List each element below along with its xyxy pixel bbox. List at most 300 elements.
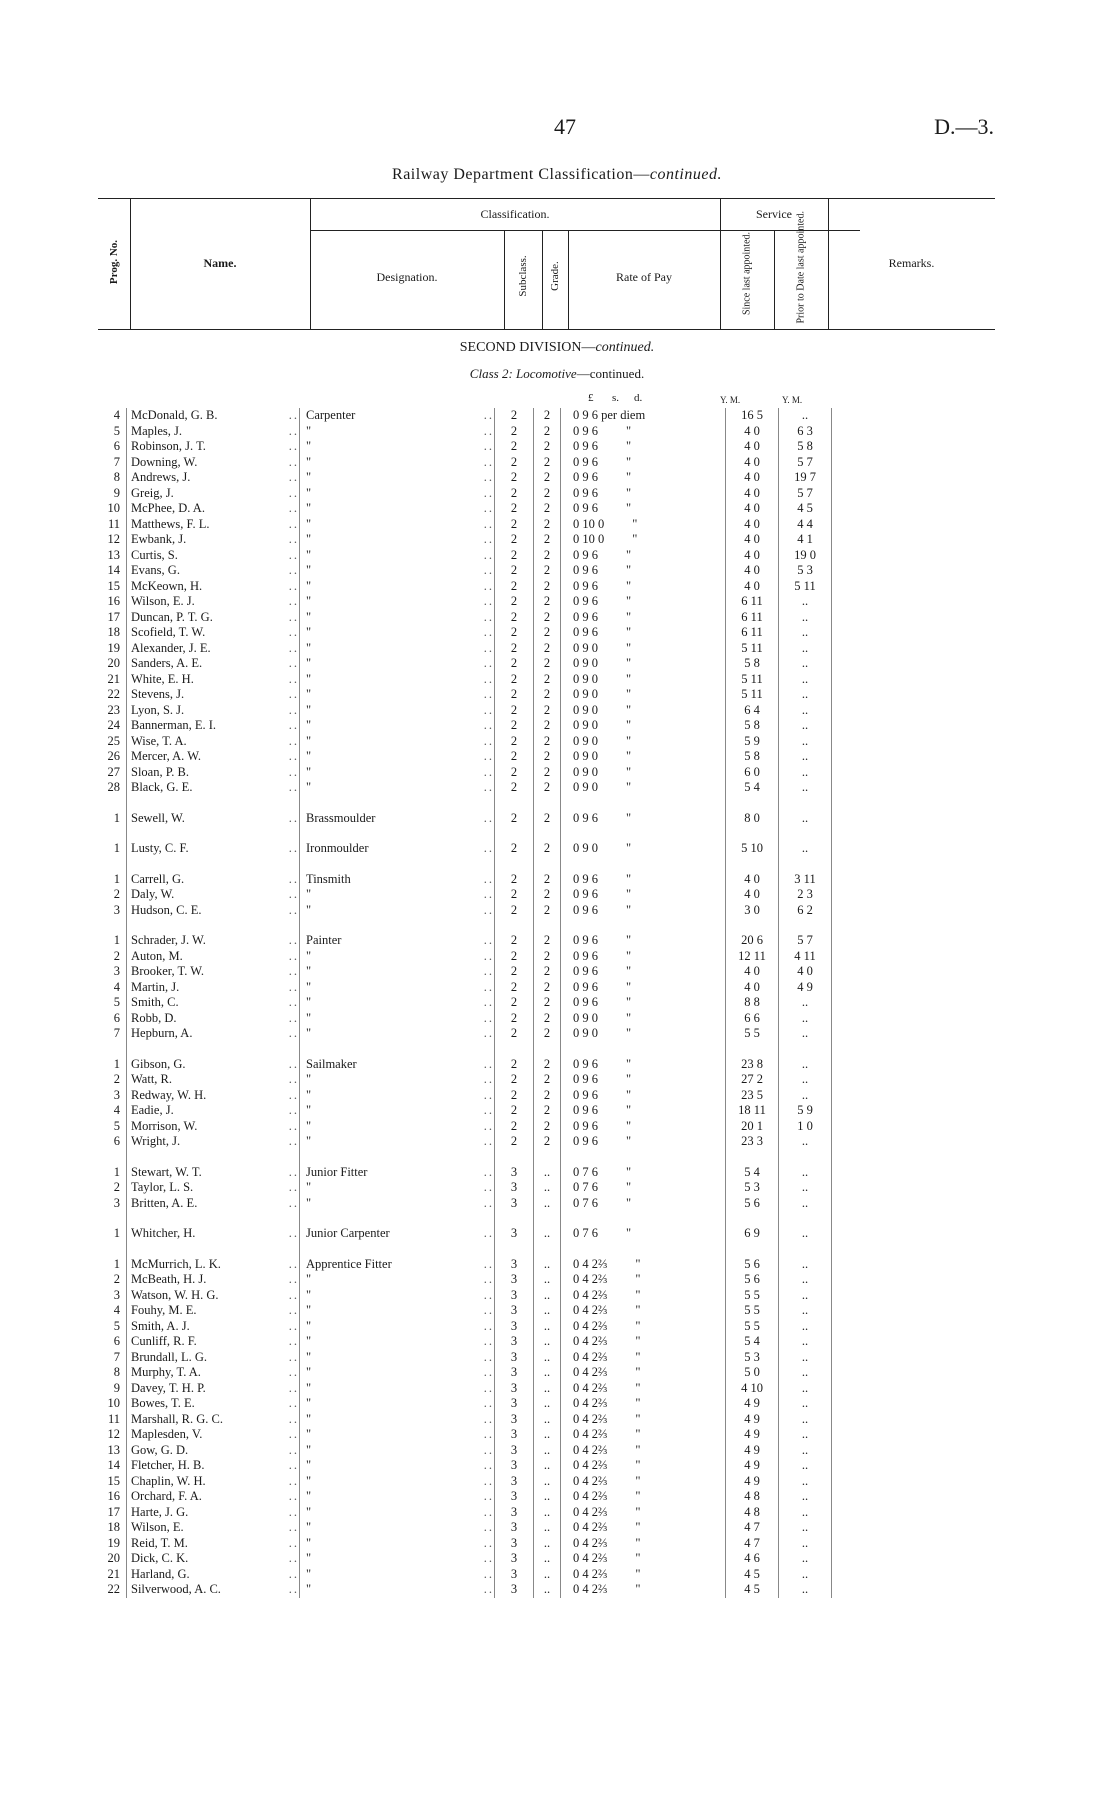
- designation-cell: [300, 734, 495, 750]
- prog-no-text: 2: [113, 948, 120, 963]
- name-text: McPhee, D. A.: [131, 501, 205, 515]
- prog-no-text: 10: [107, 501, 120, 515]
- ditto-mark: ": [626, 1010, 632, 1025]
- group-spacer: [98, 1042, 972, 1057]
- subclass-cell: [495, 470, 534, 486]
- grade-cell: [534, 563, 561, 579]
- prog-no-cell: [98, 1226, 127, 1242]
- grade-text: 2: [543, 532, 551, 546]
- since-text: 20 1: [741, 1118, 763, 1133]
- prior-text: ..: [801, 1087, 809, 1102]
- grade-text: ..: [543, 1334, 551, 1348]
- ditto-mark: ": [635, 1256, 641, 1271]
- designation-cell: [300, 470, 495, 486]
- unit-prior-ym: Y. M.: [782, 395, 803, 405]
- grade-text: 2: [543, 1010, 551, 1025]
- prior-text: ..: [801, 1380, 809, 1395]
- designation-text: Brassmoulder: [306, 810, 376, 825]
- subclass-text: 2: [510, 547, 518, 562]
- prior-text: ..: [801, 609, 809, 624]
- grade-text: ..: [543, 1396, 551, 1410]
- leader-dots: ..: [288, 1582, 299, 1596]
- rate-cell: [561, 1443, 726, 1459]
- prog-no-cell: [98, 1026, 127, 1042]
- designation-cell: [300, 1427, 495, 1443]
- unit-pence: d.: [634, 392, 643, 404]
- prior-text: 1 0: [797, 1118, 813, 1133]
- designation-text: ": [306, 656, 312, 670]
- name-cell: [127, 903, 300, 919]
- name-cell: [127, 1057, 300, 1073]
- remarks-cell: [832, 408, 973, 424]
- name-text: Alexander, J. E.: [131, 640, 211, 655]
- leader-dots: ..: [288, 1118, 299, 1133]
- prior-text: ..: [801, 1551, 809, 1565]
- ditto-mark: ": [635, 1566, 641, 1581]
- prog-no-text: 9: [113, 1380, 120, 1395]
- subclass-cell: [495, 1303, 534, 1319]
- prior-text: ..: [801, 780, 809, 794]
- designation-text: ": [306, 1365, 312, 1379]
- designation-cell: [300, 903, 495, 919]
- designation-text: ": [306, 1303, 312, 1317]
- rate-cell: [561, 408, 726, 424]
- since-text: 5 5: [744, 1303, 760, 1317]
- grade-cell: [534, 1536, 561, 1552]
- since-cell: [726, 579, 779, 595]
- prior-text: 19 0: [794, 547, 816, 562]
- table-row: [98, 887, 972, 903]
- table-row: [98, 1551, 972, 1567]
- remarks-cell: [832, 1458, 973, 1474]
- leader-dots: ..: [483, 485, 494, 500]
- leader-dots: ..: [483, 1180, 494, 1194]
- since-text: 5 8: [744, 749, 760, 763]
- header-since-last: Since last appointed.: [741, 231, 753, 316]
- name-text: Mercer, A. W.: [131, 749, 201, 763]
- name-cell: [127, 949, 300, 965]
- since-text: 4 0: [744, 532, 760, 546]
- designation-cell: [300, 1458, 495, 1474]
- prior-text: ..: [801, 764, 809, 779]
- remarks-cell: [832, 594, 973, 610]
- leader-dots: ..: [288, 948, 299, 963]
- prior-text: ..: [801, 1180, 809, 1194]
- grade-cell: [534, 501, 561, 517]
- prior-text: ..: [801, 1396, 809, 1410]
- prior-text: ..: [801, 1520, 809, 1534]
- designation-text: ": [306, 718, 312, 732]
- rate-text: 0 9 6: [573, 871, 598, 886]
- remarks-cell: [832, 470, 973, 486]
- since-text: 4 0: [744, 979, 760, 994]
- name-cell: [127, 718, 300, 734]
- table-row: [98, 1026, 972, 1042]
- prog-no-text: 1: [113, 933, 120, 947]
- since-cell: [726, 765, 779, 781]
- grade-cell: [534, 1319, 561, 1335]
- since-text: 8 8: [744, 995, 760, 1009]
- rate-cell: [561, 749, 726, 765]
- designation-cell: [300, 1257, 495, 1273]
- ditto-mark: ": [626, 547, 632, 562]
- since-cell: [726, 1458, 779, 1474]
- table-row: [98, 672, 972, 688]
- name-text: Brundall, L. G.: [131, 1349, 208, 1364]
- prior-text: 19 7: [794, 470, 816, 484]
- prior-text: ..: [801, 1256, 809, 1271]
- division-text: SECOND DIVISION—: [459, 340, 596, 355]
- designation-text: ": [306, 1473, 312, 1488]
- since-text: 18 11: [738, 1103, 766, 1117]
- rate-cell: [561, 1119, 726, 1135]
- name-cell: [127, 1427, 300, 1443]
- ditto-mark: ": [626, 423, 632, 438]
- ditto-mark: ": [626, 454, 632, 469]
- prior-text: ..: [801, 1427, 809, 1441]
- name-cell: [127, 532, 300, 548]
- prog-no-text: 1: [113, 841, 120, 855]
- rate-cell: [561, 1011, 726, 1027]
- header-classification: Classification.: [480, 207, 550, 221]
- ditto-mark: ": [626, 501, 632, 515]
- leader-dots: ..: [483, 841, 494, 855]
- designation-cell: [300, 563, 495, 579]
- subclass-cell: [495, 501, 534, 517]
- grade-text: 2: [543, 423, 551, 438]
- since-text: 4 9: [744, 1396, 760, 1410]
- rate-text: 0 9 6: [573, 1103, 598, 1117]
- rate-cell: [561, 1365, 726, 1381]
- rate-text: 0 7 6: [573, 1195, 598, 1210]
- since-text: 5 3: [744, 1349, 760, 1364]
- prog-no-cell: [98, 780, 127, 796]
- name-cell: [127, 1489, 300, 1505]
- prog-no-cell: [98, 563, 127, 579]
- table-row: [98, 424, 972, 440]
- prior-cell: [779, 1536, 832, 1552]
- prior-cell: [779, 1427, 832, 1443]
- name-cell: [127, 1350, 300, 1366]
- rate-text: 0 9 6: [573, 887, 598, 901]
- name-text: Lusty, C. F.: [131, 841, 189, 855]
- table-row: [98, 1412, 972, 1428]
- leader-dots: ..: [483, 656, 494, 670]
- subclass-cell: [495, 1011, 534, 1027]
- since-text: 20 6: [741, 933, 763, 947]
- designation-cell: [300, 548, 495, 564]
- group-spacer: [98, 918, 972, 933]
- ditto-mark: ": [626, 563, 632, 577]
- table-row: [98, 1088, 972, 1104]
- remarks-cell: [832, 1505, 973, 1521]
- name-cell: [127, 980, 300, 996]
- name-text: Wright, J.: [131, 1134, 181, 1148]
- prior-cell: [779, 1412, 832, 1428]
- since-cell: [726, 594, 779, 610]
- leader-dots: ..: [483, 1411, 494, 1426]
- name-cell: [127, 1582, 300, 1598]
- subclass-cell: [495, 1474, 534, 1490]
- subclass-text: 3: [510, 1396, 518, 1410]
- subclass-cell: [495, 1551, 534, 1567]
- name-text: Britten, A. E.: [131, 1195, 198, 1210]
- since-text: 4 5: [744, 1566, 760, 1581]
- rate-cell: [561, 1396, 726, 1412]
- grade-text: ..: [543, 1164, 551, 1179]
- grade-text: 2: [543, 887, 551, 901]
- rate-text: 0 9 6: [573, 594, 598, 608]
- prog-no-cell: [98, 1196, 127, 1212]
- subclass-cell: [495, 933, 534, 949]
- rate-cell: [561, 1334, 726, 1350]
- group-spacer: [98, 857, 972, 872]
- rate-cell: [561, 1381, 726, 1397]
- remarks-cell: [832, 1474, 973, 1490]
- subclass-text: 2: [510, 516, 518, 531]
- name-text: Daly, W.: [131, 887, 175, 901]
- prior-text: ..: [801, 749, 809, 763]
- prior-cell: [779, 703, 832, 719]
- leader-dots: ..: [483, 594, 494, 608]
- grade-text: ..: [543, 1380, 551, 1395]
- since-cell: [726, 1443, 779, 1459]
- subclass-text: 3: [510, 1256, 518, 1271]
- leader-dots: ..: [288, 1226, 299, 1240]
- subclass-cell: [495, 641, 534, 657]
- name-text: Fletcher, H. B.: [131, 1458, 205, 1472]
- table-row: [98, 949, 972, 965]
- rate-cell: [561, 517, 726, 533]
- prior-cell: [779, 1505, 832, 1521]
- ditto-mark: ": [626, 439, 632, 453]
- subclass-cell: [495, 1134, 534, 1150]
- rate-text: 0 9 6: [573, 933, 598, 947]
- name-cell: [127, 887, 300, 903]
- prior-cell: [779, 949, 832, 965]
- group-spacer: [98, 1211, 972, 1226]
- name-cell: [127, 1365, 300, 1381]
- header-subclass: Subclass.: [517, 255, 529, 297]
- table-row: [98, 470, 972, 486]
- table-row: [98, 641, 972, 657]
- subclass-cell: [495, 1520, 534, 1536]
- name-cell: [127, 1272, 300, 1288]
- prog-no-cell: [98, 1288, 127, 1304]
- prog-no-cell: [98, 1582, 127, 1598]
- name-cell: [127, 1520, 300, 1536]
- prog-no-text: 5: [113, 1318, 120, 1333]
- grade-cell: [534, 439, 561, 455]
- designation-text: ": [306, 749, 312, 763]
- designation-cell: [300, 1226, 495, 1242]
- leader-dots: ..: [483, 718, 494, 732]
- prior-text: ..: [801, 1458, 809, 1472]
- rate-cell: [561, 1134, 726, 1150]
- subclass-text: 3: [510, 1334, 518, 1348]
- prog-no-text: 17: [107, 1504, 120, 1519]
- prior-text: 4 11: [794, 948, 816, 963]
- rate-cell: [561, 1103, 726, 1119]
- prog-no-text: 5: [113, 1118, 120, 1133]
- grade-cell: [534, 718, 561, 734]
- subclass-text: 3: [510, 1303, 518, 1317]
- rate-text: 0 9 6: [573, 625, 598, 639]
- rate-text: 0 10 0: [573, 532, 605, 546]
- prog-no-cell: [98, 517, 127, 533]
- prior-cell: [779, 749, 832, 765]
- remarks-cell: [832, 1196, 973, 1212]
- prior-text: ..: [801, 1226, 809, 1240]
- rate-text: 0 4 2⅔: [573, 1582, 608, 1596]
- since-text: 12 11: [738, 948, 766, 963]
- designation-cell: [300, 1272, 495, 1288]
- prog-no-cell: [98, 1350, 127, 1366]
- table-row: [98, 486, 972, 502]
- remarks-cell: [832, 1567, 973, 1583]
- prog-no-text: 22: [107, 1582, 120, 1596]
- grade-cell: [534, 1443, 561, 1459]
- prior-cell: [779, 841, 832, 857]
- name-text: Robinson, J. T.: [131, 439, 206, 453]
- rate-text: 0 9 0: [573, 702, 598, 717]
- subclass-cell: [495, 780, 534, 796]
- leader-dots: ..: [288, 1195, 299, 1210]
- remarks-cell: [832, 548, 973, 564]
- ditto-mark: ": [635, 1349, 641, 1364]
- page-number: 47: [554, 114, 576, 139]
- grade-text: ..: [543, 1551, 551, 1565]
- grade-cell: [534, 964, 561, 980]
- name-text: Lyon, S. J.: [131, 702, 185, 717]
- prog-no-cell: [98, 1536, 127, 1552]
- leader-dots: ..: [288, 1380, 299, 1395]
- since-cell: [726, 703, 779, 719]
- prior-cell: [779, 1288, 832, 1304]
- designation-text: Tinsmith: [306, 871, 351, 886]
- rate-cell: [561, 501, 726, 517]
- table-row: [98, 625, 972, 641]
- since-cell: [726, 933, 779, 949]
- table-row: [98, 933, 972, 949]
- leader-dots: ..: [288, 1427, 299, 1441]
- prog-no-cell: [98, 1443, 127, 1459]
- prog-no-cell: [98, 949, 127, 965]
- since-text: 4 9: [744, 1427, 760, 1441]
- remarks-cell: [832, 1319, 973, 1335]
- designation-cell: [300, 656, 495, 672]
- ditto-mark: ": [626, 1072, 632, 1086]
- since-text: 6 9: [744, 1226, 760, 1240]
- designation-cell: [300, 672, 495, 688]
- prog-no-cell: [98, 687, 127, 703]
- prog-no-cell: [98, 1381, 127, 1397]
- rate-text: 0 9 6: [573, 547, 598, 562]
- leader-dots: ..: [288, 1180, 299, 1194]
- prog-no-cell: [98, 1458, 127, 1474]
- rate-cell: [561, 641, 726, 657]
- designation-cell: [300, 424, 495, 440]
- prog-no-cell: [98, 1334, 127, 1350]
- since-cell: [726, 1381, 779, 1397]
- prior-text: ..: [801, 1287, 809, 1302]
- table-row: [98, 811, 972, 827]
- since-text: 5 11: [741, 671, 763, 686]
- name-cell: [127, 1412, 300, 1428]
- prior-text: ..: [801, 687, 809, 701]
- table-row: [98, 980, 972, 996]
- rate-cell: [561, 455, 726, 471]
- ditto-mark: ": [626, 902, 632, 917]
- subclass-cell: [495, 887, 534, 903]
- subclass-text: 2: [510, 902, 518, 917]
- rate-text: 0 4 2⅔: [573, 1458, 608, 1472]
- grade-text: 2: [543, 594, 551, 608]
- since-cell: [726, 1103, 779, 1119]
- designation-cell: [300, 610, 495, 626]
- grade-cell: [534, 687, 561, 703]
- prior-text: 6 3: [797, 423, 813, 438]
- prog-no-cell: [98, 765, 127, 781]
- subclass-cell: [495, 949, 534, 965]
- leader-dots: ..: [288, 810, 299, 825]
- rate-text: 0 10 0: [573, 516, 605, 531]
- since-cell: [726, 501, 779, 517]
- table-row: [98, 1365, 972, 1381]
- grade-text: 2: [543, 516, 551, 531]
- name-cell: [127, 672, 300, 688]
- prog-no-text: 14: [107, 1458, 120, 1472]
- leader-dots: ..: [483, 578, 494, 593]
- subclass-cell: [495, 1582, 534, 1598]
- designation-cell: [300, 1011, 495, 1027]
- remarks-cell: [832, 780, 973, 796]
- rate-text: 0 9 0: [573, 718, 598, 732]
- since-text: 4 0: [744, 439, 760, 453]
- designation-cell: [300, 1396, 495, 1412]
- subclass-text: 3: [510, 1582, 518, 1596]
- designation-text: Apprentice Fitter: [306, 1256, 392, 1271]
- prog-no-cell: [98, 625, 127, 641]
- designation-cell: [300, 1567, 495, 1583]
- prior-cell: [779, 1551, 832, 1567]
- remarks-cell: [832, 1443, 973, 1459]
- rate-cell: [561, 579, 726, 595]
- since-text: 5 6: [744, 1272, 760, 1286]
- subclass-text: 3: [510, 1272, 518, 1286]
- designation-text: ": [306, 1010, 312, 1025]
- rate-text: 0 4 2⅔: [573, 1303, 608, 1317]
- rate-text: 0 4 2⅔: [573, 1551, 608, 1565]
- grade-text: 2: [543, 702, 551, 717]
- prog-no-text: 26: [107, 749, 120, 763]
- designation-cell: [300, 439, 495, 455]
- grade-text: ..: [543, 1272, 551, 1286]
- leader-dots: ..: [288, 995, 299, 1009]
- table-row: [98, 1226, 972, 1242]
- grade-text: 2: [543, 1072, 551, 1086]
- rate-text: 0 9 0: [573, 656, 598, 670]
- prior-text: ..: [801, 1318, 809, 1333]
- grade-text: 2: [543, 454, 551, 469]
- subclass-cell: [495, 1443, 534, 1459]
- since-cell: [726, 610, 779, 626]
- grade-cell: [534, 1272, 561, 1288]
- prog-no-text: 12: [107, 532, 120, 546]
- name-text: Wise, T. A.: [131, 733, 187, 748]
- rate-text: 0 4 2⅔: [573, 1365, 608, 1379]
- header-designation: Designation.: [376, 270, 438, 284]
